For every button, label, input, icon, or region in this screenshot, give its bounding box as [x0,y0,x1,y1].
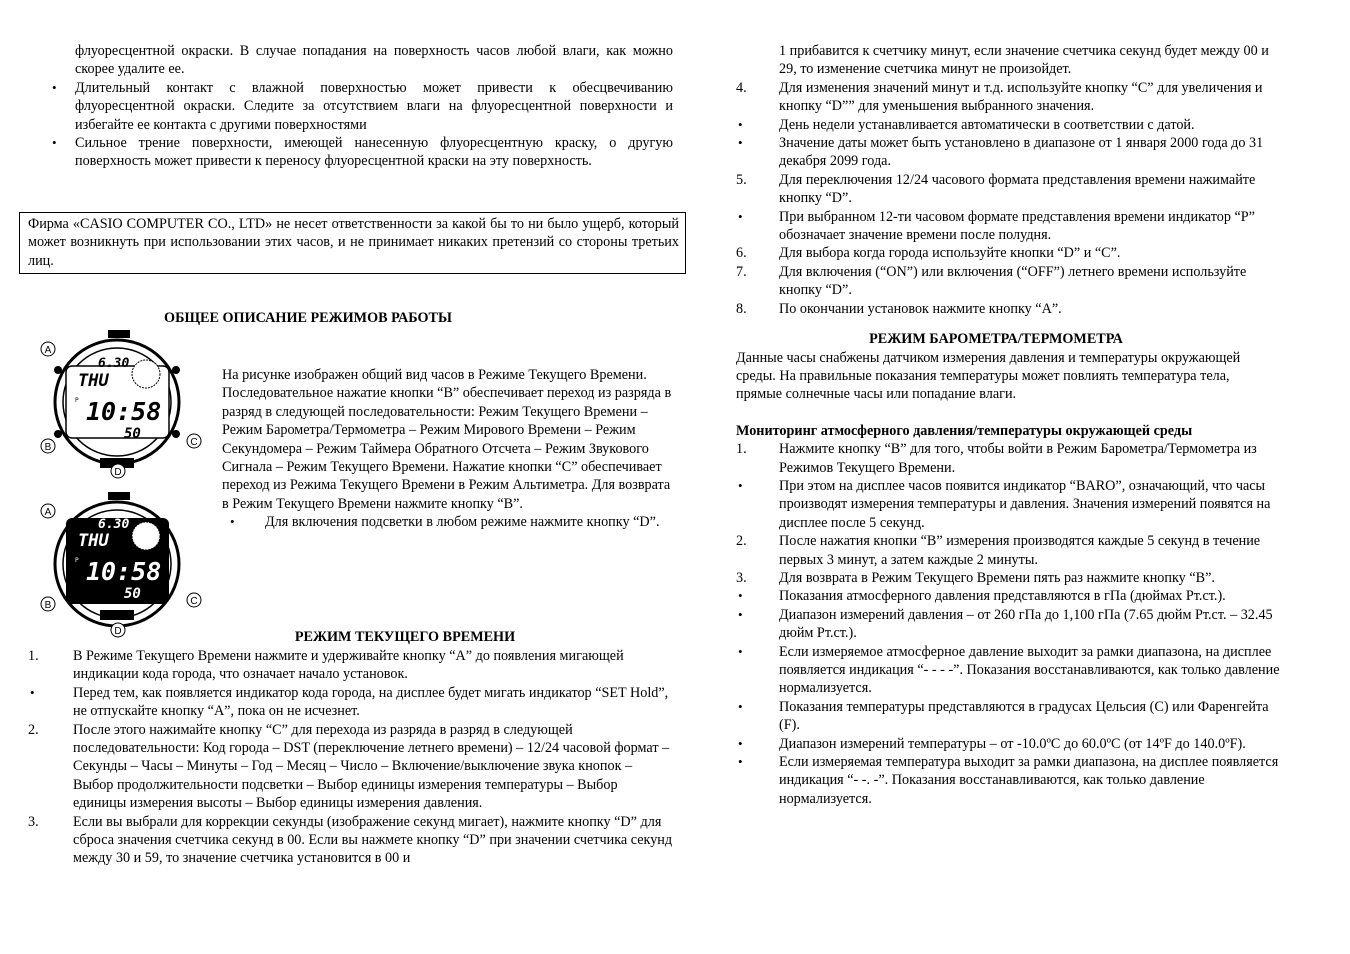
item-text: Показания температуры представляются в градусах Цельсия (С) или Фаренгейта (F). [779,698,1269,734]
list-item [28,79,673,134]
item-marker: 2. [28,721,39,738]
svg-text:D: D [114,467,122,478]
list-item [28,813,673,868]
list-item [736,606,1281,643]
list-item [736,569,1281,587]
item-text: Для возврата в Режим Текущего Времени пять раз нажмите кнопку “B”. [779,569,1215,586]
item-text: Для изменения значений минут и т.д. используйте кнопку “C” для увеличения и кнопку “D”” для уменьшения выбранного значения. [779,79,1263,115]
svg-text:C: C [190,596,198,607]
list-item [736,116,1281,134]
item-marker: • [30,684,35,700]
btn-a-label [41,342,55,356]
list-item [736,440,1281,477]
btn-b-label [41,597,55,611]
btn-b-label [41,439,55,453]
intro-text: флуоресцентной окраски. В случае попадания на поверхность часов любой влаги, как можно скорее удалите ее. [75,43,673,78]
list-item [736,735,1281,753]
display-pm: P [75,557,79,564]
svg-text:B: B [44,600,52,611]
bullet-text: Для включения подсветки в любом режиме нажмите кнопку “D”. [265,514,660,531]
btn-d-label [111,623,125,637]
item-marker: 8. [736,300,747,317]
list-item [222,513,672,531]
display-time: 10:58 [86,557,162,586]
disclaimer-box: Фирма «CASIO COMPUTER CO., LTD» не несет ответственности за какой бы то ни было ущерб, который может возникнуть при использовании этих часов, и не принимает никаких претензий со стороны третьих лиц. [19,212,686,274]
item-text: День недели устанавливается автоматически в соответствии с датой. [779,116,1195,133]
item-text: По окончании установок нажмите кнопку “A”. [779,300,1062,317]
item-text: Если измеряемая температура выходит за рамки диапазона, на дисплее появляется индикация “- -. -”. Показания восстанавливаются, как только давление нормализуется. [779,754,1279,807]
item-text: Для включения (“ON”) или включения (“OFF”) летнего времени используйте кнопку “D”. [779,263,1247,299]
btn-c-label [187,593,201,607]
item-text: Диапазон измерений давления – от 260 гПа до 1,100 гПа (7.65 дюйм Рт.ст. – 32.45 дюйм Рт.ст.). [779,606,1273,642]
item-marker: • [738,135,743,151]
item-text: Диапазон измерений температуры – от -10.0ºС до 60.0ºС (от 14ºF до 140.0ºF). [779,735,1246,752]
list-item [736,643,1281,698]
list-item [736,532,1281,569]
item-text: При выбранном 12-ти часовом формате представления времени индикатор “P” обозначает значение времени после полудня. [779,208,1255,244]
item-text: В Режиме Текущего Времени нажмите и удерживайте кнопку “A” до появления мигающей индикации кода города, что означает начало установок. [73,648,624,683]
svg-text:A: A [44,345,52,356]
right-column [736,42,1281,808]
list-item [736,171,1281,208]
item-marker: • [738,116,743,132]
watch-illustration-backlight [38,492,208,642]
general-description [222,366,672,532]
display-seconds: 50 [124,426,141,442]
bullet-marker: • [230,514,235,530]
btn-d-label [111,464,125,478]
continuation-paragraph [736,42,1281,79]
item-text: После этого нажимайте кнопку “C” для перехода из разряда в разряд в следующей последовательности: Код города – DST (переключение летнего времени) – 12/24 часовой формат – Секунды – Часы – Минуты – Год – Месяц – Число – Включение/выключение звука кнопок – Выбор продолжительности подсветки – Выбор единицы измерения температуры – Выбор единицы измерения высоты – Выбор единицы измерения давления. [73,721,670,812]
display-time: 10:58 [86,397,162,426]
list-item [736,134,1281,171]
list-item [28,721,673,813]
list-item [736,208,1281,245]
item-marker: 3. [28,813,39,830]
display-top: 6.30 [98,517,130,532]
item-marker: 2. [736,533,747,550]
item-text: Перед тем, как появляется индикатор кода города, на дисплее будет мигать индикатор “SET Hold”, не отпускайте кнопку “A”, пока он не исчезнет. [73,684,669,720]
item-marker: • [738,754,743,770]
left-column [28,42,673,171]
list-item [736,477,1281,532]
item-text: Для выбора когда города используйте кнопки “D” и “C”. [779,245,1121,262]
item-text: Если вы выбрали для коррекции секунды (изображение секунд мигает), нажмите кнопку “D” для сброса значения счетчика секунд в 00. Если вы нажмете кнопку “D” при значении счетчика секунд между 30 и 59, то значение счетчика установится в 00 и [73,813,673,867]
bullet-marker: • [52,135,57,151]
display-day: THU [78,371,109,391]
item-marker: 5. [736,171,747,188]
bullet-marker: • [52,79,57,95]
watch-illustration-normal [38,330,208,480]
monitor-heading: Мониторинг атмосферного давления/температуры окружающей среды [736,422,1193,439]
btn-a-label [41,504,55,518]
time-mode-heading: РЕЖИМ ТЕКУЩЕГО ВРЕМЕНИ [294,629,516,645]
item-text: Нажмите кнопку “B” для того, чтобы войти в Режим Барометра/Термометра из Режимов Текущего Времени. [779,441,1257,476]
display-day: THU [78,531,109,551]
baro-heading: РЕЖИМ БАРОМЕТРА/ТЕРМОМЕТРА [869,331,1123,348]
baro-intro: Данные часы снабжены датчиком измерения давления и температуры окружающей среды. На правильные показания температуры может повлиять температура тела, прямые солнечные часы или попадание влаги. [736,349,1241,403]
general-text: На рисунке изображен общий вид часов в Режиме Текущего Времени. Последовательное нажатие кнопки “B” обеспечивает переход из разряда в разряд в следующей последовательности: Режим Текущего Времени – Режим Барометра/Термометра – Режим Мирового Времени – Режим Секундомера – Режим Таймера Обратного Отсчета – Режим Звукового Сигнала – Режим Текущего Времени. Нажатие кнопки “C” обеспечивает переход из Режима Текущего Времени в Режим Альтиметра. Для возврата в Режим Текущего Времени нажмите кнопку “B”. [222,367,672,512]
item-text: Показания атмосферного давления представляются в гПа (дюймах Рт.ст.). [779,588,1226,605]
list-item [28,684,673,721]
item-text: Значение даты может быть установлено в диапазоне от 1 января 2000 года до 31 декабря 2099 года. [779,135,1264,170]
list-item [736,753,1281,808]
item-text: После нажатия кнопки “B” измерения производятся каждые 5 секунд в течение первых 3 минут, а затем каждые 2 минуты. [779,533,1261,568]
item-marker: 1. [736,441,747,458]
item-marker: • [738,735,743,751]
item-marker: • [738,208,743,224]
item-marker: • [738,698,743,714]
list-item [736,244,1281,262]
item-marker: 4. [736,79,747,96]
intro-paragraph [28,42,673,79]
list-item [736,263,1281,300]
item-marker: 3. [736,569,747,586]
item-marker: 6. [736,245,747,262]
btn-c-label [187,434,201,448]
svg-text:B: B [44,442,52,453]
item-marker: • [738,588,743,604]
item-marker: • [738,643,743,659]
general-heading: ОБЩЕЕ ОПИСАНИЕ РЕЖИМОВ РАБОТЫ [164,310,452,326]
item-marker: • [738,477,743,493]
item-text: Для переключения 12/24 часового формата представления времени нажимайте кнопку “D”. [779,171,1256,207]
display-top: 6.30 [98,356,130,371]
item-marker: • [738,606,743,622]
list-item [736,587,1281,605]
item-marker: 1. [28,648,39,664]
svg-text:C: C [190,437,198,448]
list-item [736,79,1281,116]
continuation-text: 1 прибавится к счетчику минут, если значение счетчика секунд будет между 00 и 29, то изменение счетчика минут не произойдет. [779,43,1269,78]
list-item [736,300,1281,318]
list-item [28,134,673,171]
bullet-text: Длительный контакт с влажной поверхностью может привести к обесцвечиванию флуоресцентной окраски. Следите за отсутствием влаги на флуоресцентной поверхности и избегайте ее контакта с другими поверхностями [75,79,673,133]
svg-text:D: D [114,626,122,637]
item-marker: 7. [736,263,747,280]
time-mode-list [28,647,673,868]
display-pm: P [75,397,79,404]
svg-text:A: A [44,507,52,518]
list-item [28,647,673,684]
item-text: При этом на дисплее часов появится индикатор “BARO”, означающий, что часы производят измерения температуры и давления. Значения измерений появятся на дисплее после 5 секунд. [779,477,1271,531]
item-text: Если измеряемое атмосферное давление выходит за рамки диапазона, на дисплее появляется индикация “- - - -”. Показания восстанавливаются, как только давление нормализуется. [779,643,1280,697]
display-seconds: 50 [124,586,141,602]
list-item [736,698,1281,735]
bullet-text: Сильное трение поверхности, имеющей нанесенную флуоресцентную краску, о другую поверхность может привести к переносу флуоресцентной краски на эту поверхность. [75,135,673,170]
